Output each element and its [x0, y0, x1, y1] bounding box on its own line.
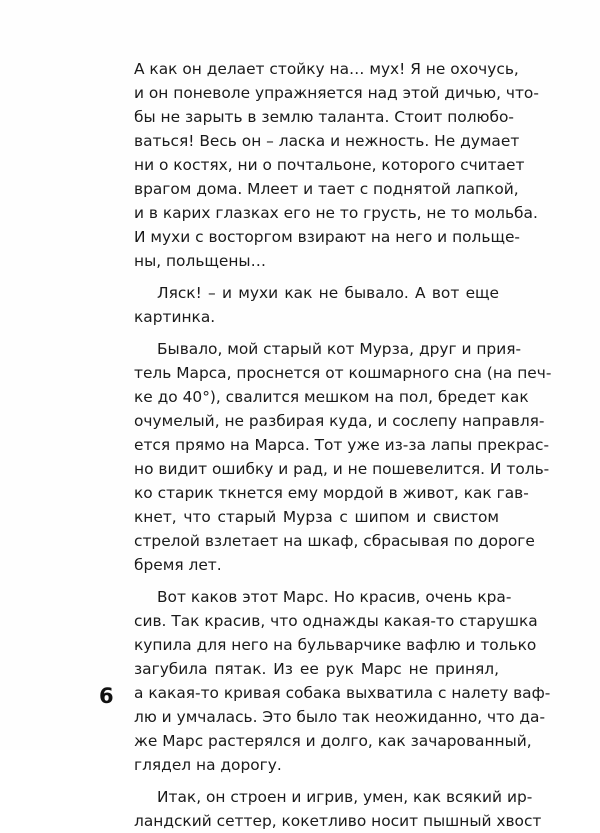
text-line: врагом дома. Млеет и тает с поднятой лапкой, — [134, 180, 519, 198]
text-line: бы не зарыть в землю таланта. Стоит полюбо- — [134, 108, 514, 126]
text-line: и в карих глазках его не то грусть, не то мольба. — [134, 204, 538, 222]
text-line: купила для него на бульварчике вафлю и только — [134, 636, 537, 654]
paragraph — [134, 57, 539, 273]
text-line: картинка. — [134, 308, 216, 326]
text-line: сив. Так красив, что однажды какая-то старушка — [134, 612, 538, 630]
text-line: же Марс растерялся и долго, как зачарованный, — [134, 732, 532, 750]
text-line: Ляск! – и мухи как не бывало. А вот еще — [157, 284, 499, 302]
text-line: ваться! Весь он – ласка и нежность. Не думает — [134, 132, 520, 150]
text-line: и он поневоле упражняется над этой дичью, что- — [134, 84, 539, 102]
text-line: ется прямо на Марса. Тот уже из-за лапы прекрас- — [134, 436, 550, 454]
text-line: Итак, он строен и игрив, умен, как всякий ир- — [157, 788, 533, 806]
paragraph — [134, 785, 542, 833]
text-line: ке до 40°), свалится мешком на пол, бредет как — [134, 388, 529, 406]
text-line: Бывало, мой старый кот Мурза, друг и прия- — [157, 340, 522, 358]
text-line: очумелый, не разбирая куда, и cослепу направля- — [134, 412, 545, 430]
paragraph — [134, 281, 499, 329]
paragraph — [134, 585, 551, 777]
text-line: ко старик ткнется ему мордой в живот, как гав- — [134, 484, 529, 502]
page-number: 6 — [99, 684, 114, 708]
text-line: А как он делает стойку на… мух! Я не охочусь, — [134, 60, 519, 78]
text-line: а какая-то кривая собака выхватила с налету ваф- — [134, 684, 551, 702]
text-line: И мухи с восторгом взирают на него и польще- — [134, 228, 520, 246]
text-line: стрелой взлетает на шкаф, сбрасывая по дороге — [134, 532, 535, 550]
text-line: ны, польщены… — [134, 252, 266, 270]
text-line: бремя лет. — [134, 556, 222, 574]
text-line: глядел на дорогу. — [134, 756, 282, 774]
paragraph — [134, 337, 552, 577]
text-line: ни о костях, ни о почтальоне, которого считает — [134, 156, 525, 174]
text-line: лю и умчалась. Это было так неожиданно, что да- — [134, 708, 546, 726]
text-line: тель Марса, проснется от кошмарного сна (на печ- — [134, 364, 552, 382]
text-line: но видит ошибку и рад, и не пошевелится. И толь- — [134, 460, 550, 478]
text-line: загубила пятак. Из ее рук Марс не принял, — [134, 660, 499, 678]
text-line: Вот каков этот Марс. Но красив, очень кра- — [157, 588, 512, 606]
body-text — [134, 57, 552, 833]
text-line: кнет, что старый Мурза с шипом и свистом — [134, 508, 499, 526]
text-line: ландский сеттер, кокетливо носит пышный хвост — [134, 812, 542, 830]
